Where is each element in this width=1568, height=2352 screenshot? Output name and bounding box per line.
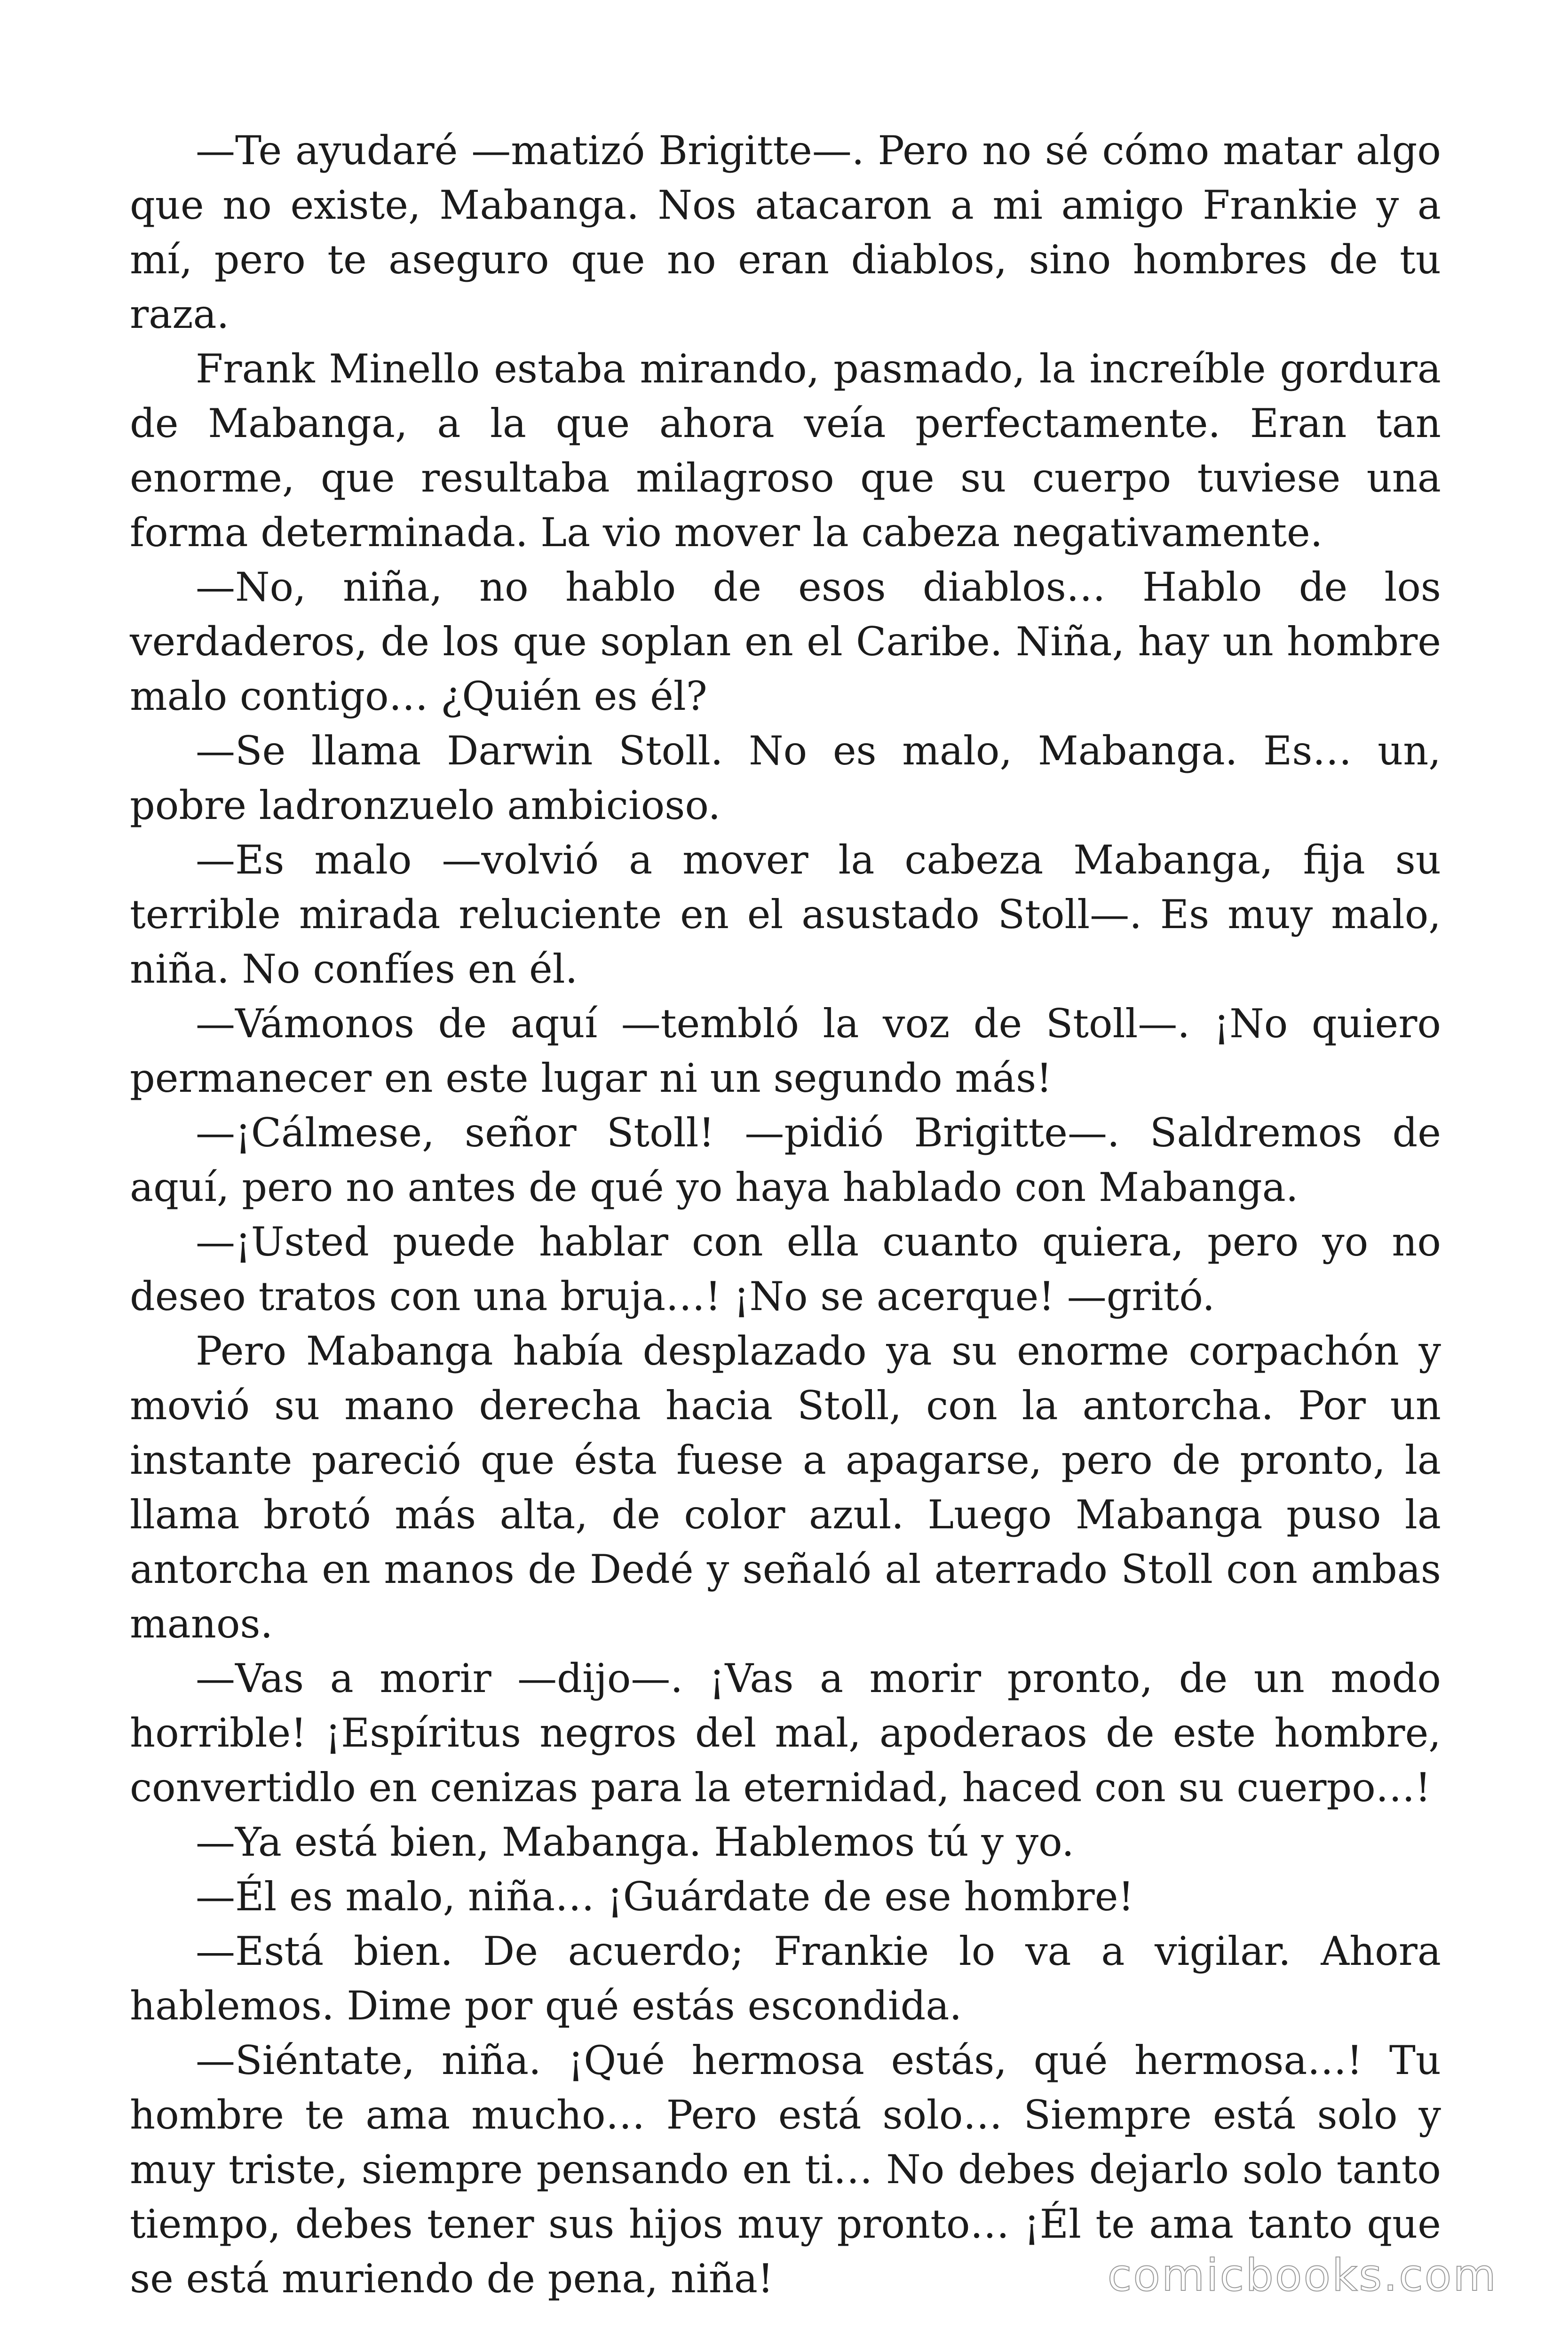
paragraph: —Es malo —volvió a mover la cabeza Mabanga, fija su terrible mirada reluciente en el asustado Stoll—. Es muy malo, niña. No confíes en él. xyxy=(130,837,1441,992)
paragraph: —Se llama Darwin Stoll. No es malo, Mabanga. Es… un, pobre ladronzuelo ambicioso. xyxy=(130,728,1441,828)
page-text xyxy=(130,123,1441,2306)
paragraph: Pero Mabanga había desplazado ya su enorme corpachón y movió su mano derecha hacia Stoll, con la antorcha. Por un instante pareció que ésta fuese a apagarse, pero de pronto, la llama brotó más alta, de color azul. Luego Mabanga puso la antorcha en manos de Dedé y señaló al aterrado Stoll con ambas manos. xyxy=(130,1328,1441,1647)
paragraph: Frank Minello estaba mirando, pasmado, la increíble gordura de Mabanga, a la que ahora veía perfectamente. Eran tan enorme, que resultaba milagroso que su cuerpo tuviese una forma determinada. La vio mover la cabeza negativamente. xyxy=(130,346,1441,556)
watermark: comicbooks.com xyxy=(1107,2250,1497,2301)
paragraph: —Ya está bien, Mabanga. Hablemos tú y yo. xyxy=(196,1819,1074,1865)
paragraph: —¡Usted puede hablar con ella cuanto quiera, pero yo no deseo tratos con una bruja…! ¡No se acerque! —gritó. xyxy=(130,1219,1441,1319)
paragraph: —Él es malo, niña… ¡Guárdate de ese hombre! xyxy=(196,1874,1134,1920)
paragraph: —Está bien. De acuerdo; Frankie lo va a vigilar. Ahora hablemos. Dime por qué estás escondida. xyxy=(130,1928,1441,2029)
paragraph: —Vámonos de aquí —tembló la voz de Stoll—. ¡No quiero permanecer en este lugar ni un segundo más! xyxy=(130,1001,1441,1101)
paragraph: —¡Cálmese, señor Stoll! —pidió Brigitte—. Saldremos de aquí, pero no antes de qué yo haya hablado con Mabanga. xyxy=(130,1110,1441,1210)
paragraph: —Vas a morir —dijo—. ¡Vas a morir pronto, de un modo horrible! ¡Espíritus negros del mal, apoderaos de este hombre, convertidlo en cenizas para la eternidad, haced con su cuerpo…! xyxy=(130,1655,1441,1811)
paragraph: —Te ayudaré —matizó Brigitte—. Pero no sé cómo matar algo que no existe, Mabanga. Nos atacaron a mi amigo Frankie y a mí, pero te aseguro que no eran diablos, sino hombres de tu raza. xyxy=(130,127,1441,337)
paragraph: —Siéntate, niña. ¡Qué hermosa estás, qué hermosa…! Tu hombre te ama mucho… Pero está solo… Siempre está solo y muy triste, siempre pensando en ti… No debes dejarlo solo tanto tiempo, debes tener sus hijos muy pronto… ¡Él te ama tanto que se está muriendo de pena, niña! xyxy=(130,2037,1441,2302)
paragraph: —No, niña, no hablo de esos diablos… Hablo de los verdaderos, de los que soplan en el Caribe. Niña, hay un hombre malo contigo… ¿Quién es él? xyxy=(130,564,1441,719)
